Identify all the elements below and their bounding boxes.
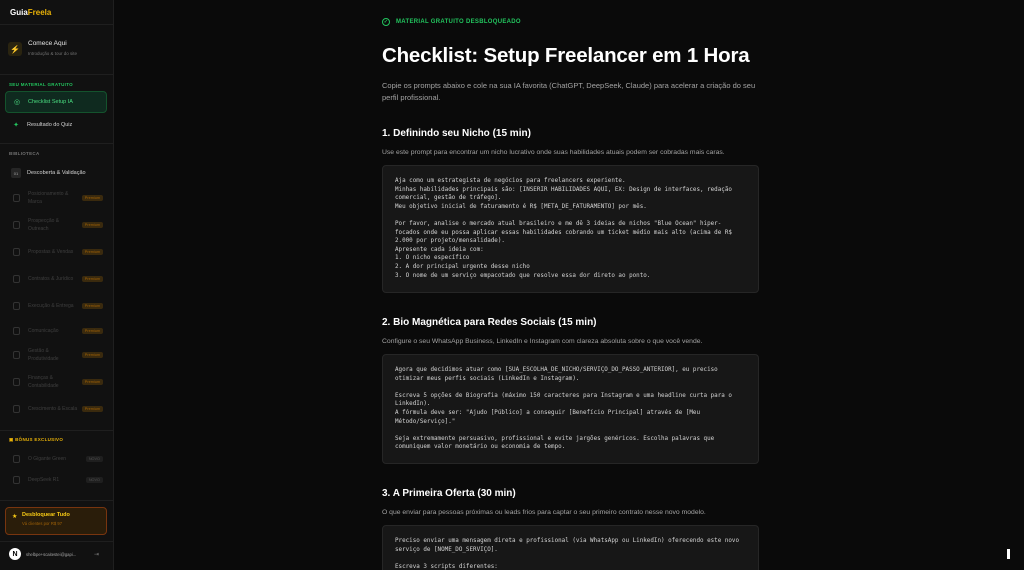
sparkle-icon: ✦ <box>13 122 19 129</box>
sidebar-item-discovery[interactable] <box>5 166 107 180</box>
module-number-badge: 01 <box>11 168 21 178</box>
section-title: 3. A Primeira Oferta (30 min) <box>382 488 516 499</box>
page-title: Checklist: Setup Freelancer em 1 Hora <box>382 44 750 67</box>
lock-icon <box>13 378 20 386</box>
lock-icon <box>13 248 20 256</box>
sidebar-item-locked[interactable]: Gestão & Produtividade Premium <box>5 346 107 364</box>
unlock-all-button[interactable] <box>5 507 107 535</box>
logout-icon[interactable]: ⇥ <box>94 551 100 558</box>
lock-icon <box>13 351 20 359</box>
sidebar <box>0 0 114 570</box>
sidebar-item-label: Checklist Setup IA <box>28 99 73 105</box>
start-subtitle: Introdução & tour do site <box>28 51 78 56</box>
lock-icon <box>13 194 20 202</box>
unlock-subtitle: Vá clientes por R$ 97 <box>22 521 63 526</box>
sidebar-item-checklist[interactable] <box>5 91 107 113</box>
premium-badge: Premium <box>82 195 103 201</box>
sidebar-item-locked[interactable]: Execução & Entrega Premium <box>5 297 107 315</box>
lock-icon <box>13 221 20 229</box>
prompt-text[interactable]: Agora que decidimos atuar como [SUA_ESCOLHA_DE_NICHO/SERVIÇO_DO_PASSO_ANTERIOR], eu preciso otimizar meus perfis sociais (LinkedIn e Instagram). Escreva 5 opções de Biografia (máximo 150 caracteres para Instagram e uma headline curta para o LinkedIn). A fórmula deve ser: "Ajudo [Público] a conseguir [Benefício Principal] através de [Meu Método/Serviço]." Seja extremamente persuasivo, profissional e evite jargões genéricos. Escolha palavras que comuniquem valor monetário ou economia de tempo. <box>395 367 732 451</box>
section-title: 2. Bio Magnética para Redes Sociais (15 min) <box>382 317 597 328</box>
prompt-text[interactable]: Aja como um estrategista de negócios para freelancers experiente. Minhas habilidades principais são: [INSERIR HABILIDADES AQUI, EX: Design de interfaces, redação comercial, gestão de tráfego]. Meu objetivo inicial de faturamento é R$ [META_DE_FATURAMENTO] por mês. Por favor, analise o mercado atual brasileiro e me dê 3 ideias de nichos "Blue Ocean" hiper-focados onde eu possa aplicar essas habilidades cobrando um ticket médio mais alto (acima de R$ 2.000 por projeto/mensalidade). Apresente cada ideia com: 1. O nicho específico 2. A dor principal urgente desse nicho 3. O nome de um serviço empacotado que resolve essa dor direto ao ponto. <box>395 178 732 279</box>
unlocked-badge: ✓ MATERIAL GRATUITO DESBLOQUEADO <box>383 19 521 25</box>
sidebar-item-locked[interactable]: Crescimento & Escala Premium <box>5 400 107 418</box>
sidebar-item-locked[interactable]: Prospecção & Outreach Premium <box>5 216 107 234</box>
divider <box>0 143 113 144</box>
sidebar-item-locked[interactable]: Finanças & Contabilidade Premium <box>5 373 107 391</box>
text-cursor <box>1007 549 1010 559</box>
start-here-link[interactable] <box>8 40 108 66</box>
sidebar-item-locked[interactable]: Propostas & Vendas Premium <box>5 243 107 261</box>
section-description: Use este prompt para encontrar um nicho lucrativo onde suas habilidades atuais podem ser cobradas mais caras. <box>382 149 725 156</box>
new-badge: NOVO <box>86 477 103 483</box>
bolt-icon: ⚡ <box>8 42 22 56</box>
sidebar-item-locked[interactable]: Comunicação Premium <box>5 325 107 337</box>
premium-badge: Premium <box>82 249 103 255</box>
premium-badge: Premium <box>82 379 103 385</box>
section-bonus-label: ▣ BÔNUS EXCLUSIVO <box>9 437 64 442</box>
premium-badge: Premium <box>82 303 103 309</box>
premium-badge: Premium <box>82 406 103 412</box>
section-free-label: SEU MATERIAL GRATUITO <box>9 82 73 87</box>
section-title: 1. Definindo seu Nicho (15 min) <box>382 128 531 139</box>
prompt-box[interactable] <box>382 525 759 570</box>
check-circle-icon: ✓ <box>383 19 389 25</box>
prompt-text[interactable]: Preciso enviar uma mensagem direta e profissional (via WhatsApp ou LinkedIn) oferecendo este novo serviço de [NOME_DO_SERVIÇO]. Escreva 3 scripts diferentes: <box>395 538 740 570</box>
star-icon: ★ <box>12 514 18 520</box>
lock-icon <box>13 405 20 413</box>
sidebar-item-locked[interactable]: Posicionamento & Marca Premium <box>5 189 107 207</box>
premium-badge: Premium <box>82 222 103 228</box>
section-description: O que enviar para pessoas próximas ou leads frios para captar o seu primeiro contrato nesse novo modelo. <box>382 509 706 516</box>
sidebar-item-bonus[interactable]: O Gigante Green NOVO <box>5 453 107 465</box>
prompt-box[interactable] <box>382 165 759 293</box>
prompt-box[interactable] <box>382 354 759 464</box>
user-profile <box>9 548 109 560</box>
main-content <box>114 0 1024 570</box>
sidebar-item-label: Resultado do Quiz <box>27 122 73 128</box>
sidebar-item-bonus[interactable]: DeepSeek R1 NOVO <box>5 474 107 486</box>
premium-badge: Premium <box>82 276 103 282</box>
page-intro: Copie os prompts abaixo e cole na sua IA favorita (ChatGPT, DeepSeek, Claude) para acelerar a criação do seu perfil profissional. <box>382 81 756 102</box>
sidebar-item-locked[interactable]: Contratos & Jurídico Premium <box>5 270 107 288</box>
divider <box>0 541 113 542</box>
lock-icon <box>13 275 20 283</box>
unlock-title: Desbloquear Tudo <box>22 512 70 518</box>
sidebar-item-quiz-result[interactable] <box>5 117 107 133</box>
divider <box>0 24 113 25</box>
divider <box>0 74 113 75</box>
premium-badge: Premium <box>82 328 103 334</box>
user-email: shelbpe+scaitestei@gapi... <box>26 551 77 557</box>
premium-badge: Premium <box>82 352 103 358</box>
start-title: Comece Aqui <box>28 40 67 47</box>
target-icon: ◎ <box>13 99 21 106</box>
lock-icon <box>13 302 20 310</box>
new-badge: NOVO <box>86 456 103 462</box>
divider <box>0 500 113 501</box>
sidebar-item-label: Descoberta & Validação <box>27 170 86 176</box>
section-library-label: BIBLIOTECA <box>9 151 40 156</box>
lock-icon <box>13 476 20 484</box>
gift-icon: ▣ <box>9 437 16 442</box>
section-description: Configure o seu WhatsApp Business, LinkedIn e Instagram com clareza absoluta sobre o que você vende. <box>382 338 703 345</box>
avatar[interactable]: N <box>9 548 21 560</box>
divider <box>0 430 113 431</box>
logo[interactable]: GuiaFreela <box>10 8 52 17</box>
lock-icon <box>13 455 20 463</box>
lock-icon <box>13 327 20 335</box>
